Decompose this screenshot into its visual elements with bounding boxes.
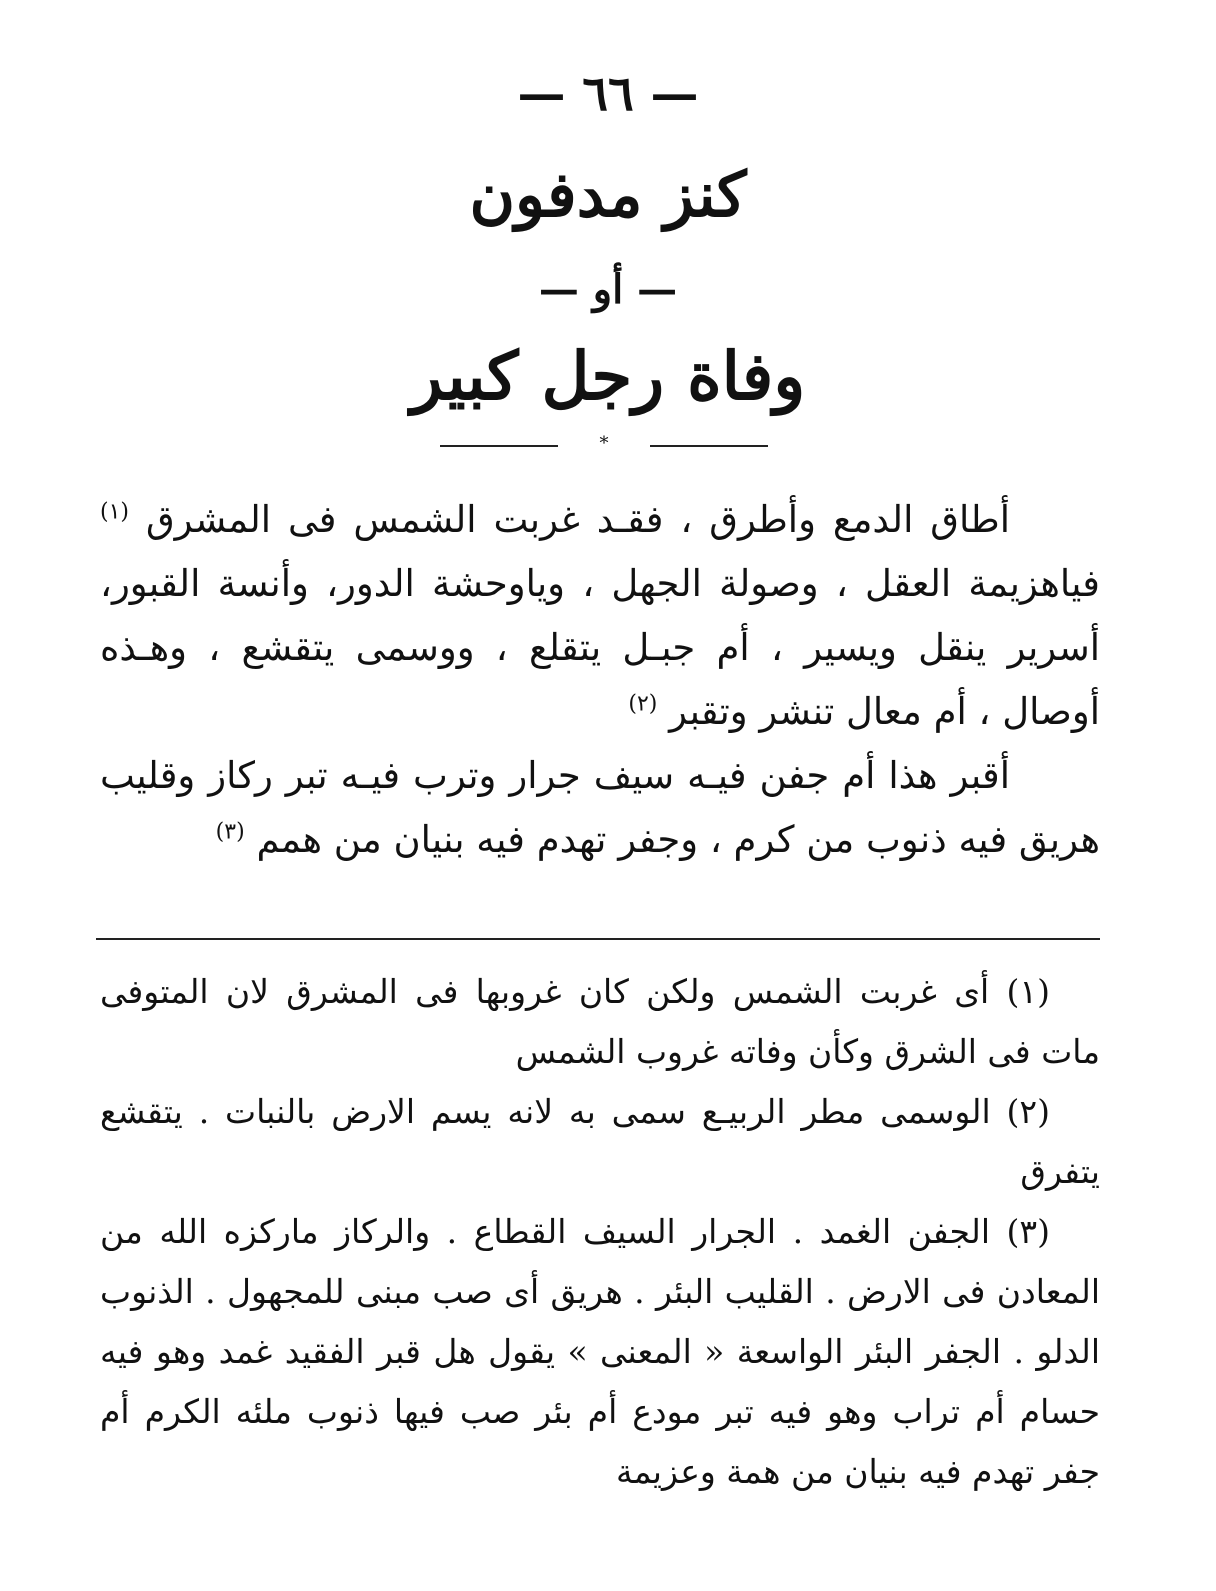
main-text bbox=[100, 488, 1100, 872]
paragraph-text: فياهزيمة العقل ، وصولة الجهل ، وياوحشة الدور، وأنسة القبور، أسرير ينقل ويسير ، أم جبـل يتقلع ، ووسمى يتقشع ، وهـذه أوصال ، أم معال تنشر وتقبر bbox=[100, 562, 1100, 733]
title-ornament bbox=[440, 433, 768, 454]
footnote-marker: (١) bbox=[100, 499, 130, 525]
footnotes bbox=[100, 962, 1100, 1502]
footnote: (١) أى غربت الشمس ولكن كان غروبها فى المشرق لان المتوفى مات فى الشرق وكأن وفاته غروب الشمس bbox=[100, 972, 1100, 1071]
page-subtitle: وفاة رجل كبير bbox=[410, 337, 806, 415]
paragraph bbox=[100, 488, 1100, 744]
ornament-rule-right bbox=[650, 445, 768, 447]
page-title: كنز مدفون bbox=[469, 158, 747, 231]
footnote-divider bbox=[96, 938, 1100, 940]
footnote-marker: (٢) bbox=[628, 691, 658, 717]
paragraph bbox=[100, 744, 1100, 872]
page-number: — ٦٦ — bbox=[517, 66, 699, 122]
star-icon: * bbox=[599, 433, 609, 454]
ornament-rule-left bbox=[440, 445, 558, 447]
footnote: (٣) الجفن الغمد . الجرار السيف القطاع . والركاز ماركزه الله من المعادن فى الارض . القليب البئر . هريق أى صب مبنى للمجهول . الذنوب الدلو . الجفر البئر الواسعة « المعنى » يقول هل قبر الفقيد غمد وهو فيه حسام أم تراب وهو فيه تبر مودع أم بئر صب فيها ذنوب ملئه الكرم أم جفر تهدم فيه بنيان من همة وعزيمة bbox=[100, 1212, 1100, 1491]
footnote-marker: (٣) bbox=[215, 819, 245, 845]
paragraph-text: أطاق الدمع وأطرق ، فقـد غربت الشمس فى المشرق bbox=[145, 498, 1010, 541]
title-connector: — أو — bbox=[538, 266, 678, 313]
footnote: (٢) الوسمى مطر الربيـع سمى به لانه يسم الارض بالنبات . يتقشع يتفرق bbox=[100, 1092, 1100, 1191]
paragraph-text: أقبر هذا أم جفن فيـه سيف جرار وترب فيـه تبر ركاز وقليب هريق فيه ذنوب من كرم ، وجفر تهدم فيه بنيان من همم bbox=[100, 754, 1100, 861]
